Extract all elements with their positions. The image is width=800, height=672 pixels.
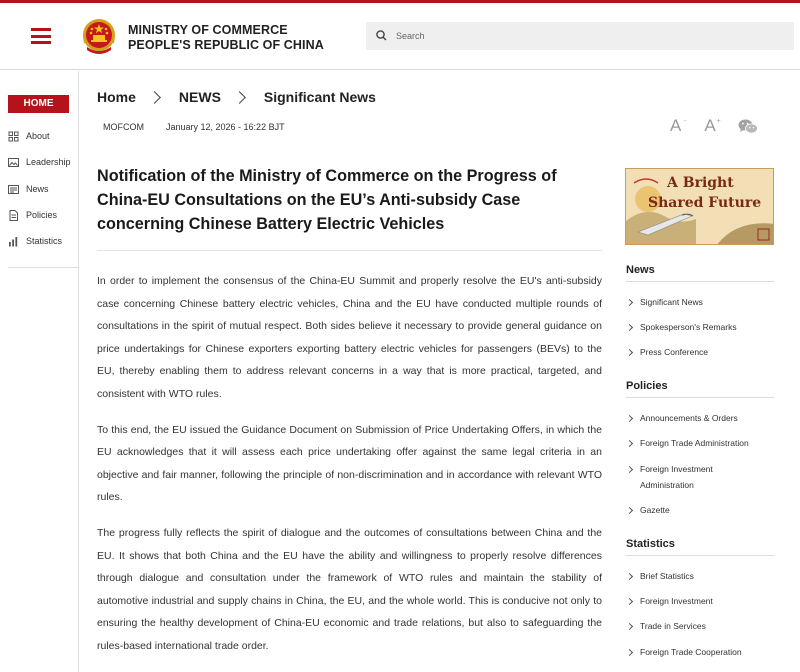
sidebar-link[interactable]: Gazette — [626, 503, 774, 519]
left-nav-item-policies[interactable] — [8, 208, 57, 222]
sidebar-link[interactable]: Foreign Investment — [626, 594, 774, 610]
sidebar-news-section — [626, 263, 774, 357]
newspaper-icon — [8, 184, 19, 195]
sidebar-link[interactable]: Announcements & Orders — [626, 411, 774, 427]
font-increase-mark: + — [716, 118, 721, 125]
search-icon[interactable] — [374, 28, 390, 44]
left-sidebar — [0, 71, 79, 672]
sidebar-statistics-section — [626, 537, 774, 657]
menu-icon[interactable] — [31, 28, 51, 44]
image-icon — [8, 157, 19, 168]
font-tools — [670, 116, 758, 136]
sidebar-news-title: News — [626, 263, 774, 282]
font-decrease-button[interactable] — [670, 116, 687, 136]
font-decrease-mark: - — [684, 118, 687, 125]
breadcrumb-home[interactable]: Home — [97, 89, 136, 105]
search-input[interactable] — [396, 22, 786, 50]
sidebar-statistics-title: Statistics — [626, 537, 774, 556]
promo-banner[interactable] — [625, 168, 774, 245]
ministry-name-line1: MINISTRY OF COMMERCE — [128, 23, 288, 37]
site-header — [0, 3, 800, 70]
sidebar-link[interactable]: Trade in Services — [626, 619, 774, 635]
article-date: January 12, 2026 - 16:22 BJT — [166, 122, 285, 132]
font-increase-button[interactable] — [704, 116, 721, 136]
font-decrease-label: A — [670, 116, 682, 135]
left-divider — [8, 267, 78, 268]
sidebar-link[interactable]: Spokesperson's Remarks — [626, 320, 774, 336]
bar-chart-icon — [8, 236, 19, 247]
chevron-right-icon — [233, 91, 246, 104]
search-box — [366, 22, 794, 50]
left-nav-item-about[interactable] — [8, 129, 50, 143]
ministry-name-line2: PEOPLE'S REPUBLIC OF CHINA — [128, 38, 324, 52]
left-nav-item-statistics[interactable] — [8, 234, 62, 248]
left-nav-item-leadership[interactable] — [8, 155, 71, 169]
sidebar-policies-section — [626, 379, 774, 515]
left-nav-label: Leadership — [26, 157, 71, 167]
left-nav-label: About — [26, 131, 50, 141]
article-title: Notification of the Ministry of Commerce on the Progress of China-EU Consultations on the EU’s Anti-subsidy Case concerning Chinese Battery Electric Vehicles — [97, 167, 557, 233]
article-meta — [103, 122, 285, 132]
left-nav-label: Policies — [26, 210, 58, 220]
title-divider — [97, 250, 602, 251]
left-nav-item-news[interactable] — [8, 182, 49, 196]
sidebar-link[interactable]: Significant News — [626, 295, 774, 311]
wechat-share-icon[interactable] — [738, 118, 758, 135]
article-paragraph: The progress fully reflects the spirit of dialogue and the outcomes of consultations between China and the EU. It shows that both China and the EU have the ability and willingness to properly resolve differences through dialogue and consultation under the framework of WTO rules and maintain the stability of automotive industrial and supply chains in China, the EU, and the whole world. This is conducive not only to ensuring the healthy development of China-EU economic and trade relations, but also to safeguarding the rules-based international trade order. — [97, 527, 602, 652]
promo-line1: A Bright — [667, 175, 734, 191]
font-increase-label: A — [704, 116, 716, 135]
promo-line2: Shared Future — [648, 195, 762, 211]
left-nav-label: Statistics — [26, 236, 63, 246]
home-button[interactable]: HOME — [8, 95, 69, 113]
national-emblem-icon[interactable] — [81, 17, 117, 55]
sidebar-link[interactable]: Press Conference — [626, 345, 774, 361]
sidebar-link[interactable]: Foreign Trade Administration — [626, 436, 774, 452]
breadcrumb-news[interactable]: NEWS — [178, 89, 221, 105]
left-nav-label: News — [26, 184, 49, 194]
article-paragraph: To this end, the EU issued the Guidance Document on Submission of Price Undertaking Offers, in which the EU acknowledges that it will assess each price undertaking offer against the same legal criteria in an objective and fair manner, following the principle of non-discrimination and in accordance with relevant WTO rules. — [97, 423, 602, 503]
sidebar-link[interactable]: Foreign Trade Cooperation — [626, 645, 774, 661]
article-source: MOFCOM — [103, 122, 144, 132]
sidebar-link[interactable]: Brief Statistics — [626, 569, 774, 585]
ministry-name[interactable] — [128, 23, 324, 53]
building-icon — [8, 131, 19, 142]
document-icon — [8, 210, 19, 221]
breadcrumb — [97, 88, 376, 106]
article-body — [97, 270, 602, 671]
sidebar-policies-title: Policies — [626, 379, 774, 398]
breadcrumb-significant-news[interactable]: Significant News — [263, 89, 376, 105]
sidebar-link[interactable]: Foreign Investment Administration — [626, 462, 726, 493]
chevron-right-icon — [148, 91, 161, 104]
article-paragraph: In order to implement the consensus of the China-EU Summit and properly resolve the EU's anti-subsidy case concerning Chinese battery electric vehicles, China and the EU have conducted multiple rounds of consultations in the spirit of mutual respect. Both sides believe it necessary to provide general guidance on price undertakings for Chinese exporters exporting battery electric vehicles for passengers (BEVs) to the EU, thereby enabling them to address relevant concerns in a way that is more practical, targeted, and consistent with WTO rules. — [97, 275, 602, 400]
